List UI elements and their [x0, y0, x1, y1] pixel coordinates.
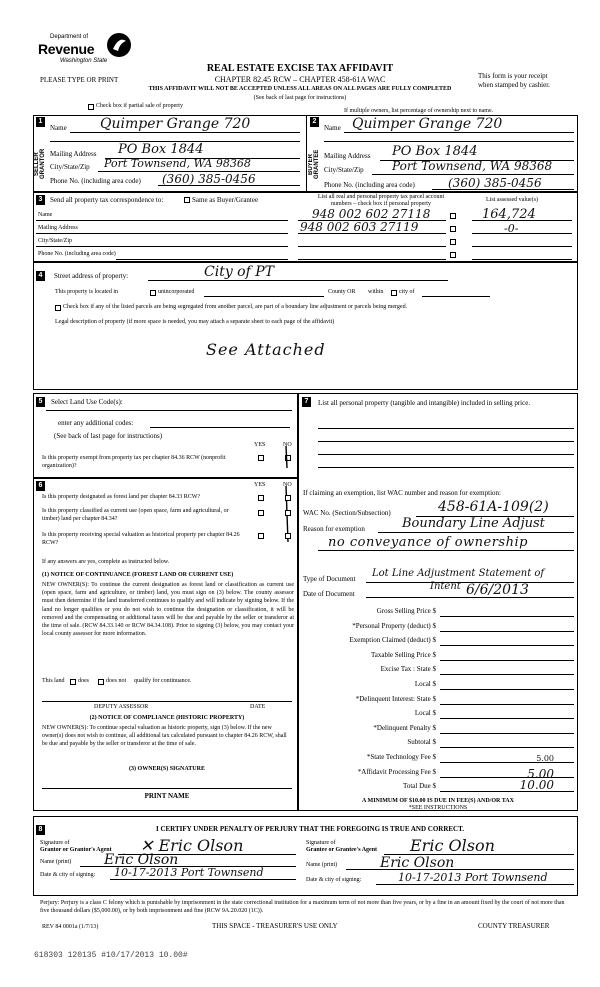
- seller-phone-value[interactable]: (360) 385-0456: [162, 172, 256, 186]
- city-of-checkbox[interactable]: [391, 290, 397, 296]
- section-3-number: 3: [36, 195, 45, 205]
- receipt-line-2: when stamped by cashier.: [478, 81, 550, 89]
- parcel-3-checkbox[interactable]: [450, 239, 456, 245]
- section-5-number: 5: [36, 397, 45, 407]
- correspondence-name-label: Name: [38, 212, 53, 218]
- section-2-number: 2: [310, 117, 319, 127]
- does-not-label: does not: [106, 678, 127, 684]
- seller-name-label: Name: [50, 124, 67, 132]
- fee-label: *State Technology Fee $: [366, 753, 436, 761]
- certify-statement: I CERTIFY UNDER PENALTY OF PERJURY THAT THE FOREGOING IS TRUE AND CORRECT.: [155, 825, 464, 833]
- washington-logo-icon: [106, 32, 132, 58]
- deputy-date-label: DATE: [250, 704, 266, 710]
- seller-city-value[interactable]: Port Townsend, WA 98368: [104, 157, 251, 170]
- form-chapter: CHAPTER 82.45 RCW – CHAPTER 458-61A WAC: [214, 75, 386, 84]
- buyer-mailing-value[interactable]: PO Box 1844: [392, 144, 478, 159]
- seller-grantor-label: SELLER GRANTOR: [34, 148, 46, 180]
- notice-2-title: (2) NOTICE OF COMPLIANCE (HISTORIC PROPERTY): [89, 715, 245, 721]
- grantee-name-value[interactable]: Eric Olson: [380, 855, 455, 871]
- land-use-label: Select Land Use Code(s):: [51, 398, 123, 406]
- buyer-phone-value[interactable]: (360) 385-0456: [448, 176, 542, 190]
- treasurer-space-label: THIS SPACE - TREASURER'S USE ONLY: [212, 922, 338, 930]
- print-name-label: PRINT NAME: [144, 792, 190, 800]
- fee-label: Exemption Claimed (deduct) $: [349, 636, 436, 644]
- assessed-header: List assessed value(s): [486, 197, 538, 203]
- additional-codes-label: enter any additional codes:: [58, 419, 134, 427]
- section-6-yes: YES: [254, 482, 266, 488]
- fee-label: *Delinquent Interest: State $: [355, 695, 436, 703]
- fee-value[interactable]: 10.00: [519, 778, 554, 792]
- reason-label: Reason for exemption: [303, 525, 365, 533]
- revenue-logo: [36, 30, 132, 70]
- partial-sale-checkbox[interactable]: [88, 104, 94, 110]
- perjury-note: Perjury: Perjury is a class C felony which is punishable by imprisonment in the state correctional institution for a maximum term of not more than five years, or by a fine in an amount fixed by the court of not more than five thousand dollars ($5,000.00), or by both imprisonment and fine (RCW 9A.20.020 (1C)).: [40, 900, 565, 914]
- buyer-phone-label: Phone No. (including area code): [324, 181, 415, 189]
- historic-no-checkbox[interactable]: [285, 533, 291, 539]
- fee-label: Excise Tax : State $: [380, 665, 436, 673]
- type-of-document-value-1[interactable]: Lot Line Adjustment Statement of: [372, 568, 545, 579]
- parcel-header-1: List all real and personal property tax parcel account: [317, 194, 445, 200]
- section-6-number: 6: [36, 481, 45, 491]
- fee-label: *Personal Property (deduct) $: [352, 622, 436, 630]
- reason-value-1[interactable]: Boundary Line Adjust: [402, 516, 545, 531]
- city-of-label: city of: [399, 289, 415, 295]
- reason-value-2[interactable]: no conveyance of ownership: [328, 535, 528, 550]
- section-1-number: 1: [36, 117, 45, 127]
- seller-mailing-label: Mailing Address: [50, 150, 97, 158]
- receipt-stamp: 618303 120135 #10/17/2013 10.00#: [34, 951, 188, 960]
- section-5-yes: YES: [254, 442, 266, 448]
- type-of-document-value-2[interactable]: Intent: [430, 581, 461, 592]
- qualify-label: qualify for continuance.: [134, 678, 192, 684]
- grantor-name-value[interactable]: Eric Olson: [104, 852, 179, 868]
- grantor-signature-label-1: Signature of: [40, 840, 70, 846]
- grantor-date-label: Date & city of signing:: [40, 872, 96, 878]
- fee-label: Gross Selling Price $: [376, 607, 436, 615]
- section-4-number: 4: [36, 271, 45, 281]
- buyer-mailing-label: Mailing Address: [324, 152, 371, 160]
- seller-phone-label: Phone No. (including area code): [50, 177, 141, 185]
- form-title: REAL ESTATE EXCISE TAX AFFIDAVIT: [206, 63, 394, 74]
- parcel-header-2: numbers – check box if personal property: [331, 201, 431, 207]
- grantee-name-label: Name (print): [306, 862, 338, 868]
- exempt-yes-checkbox[interactable]: [258, 455, 264, 461]
- buyer-city-value[interactable]: Port Townsend, WA 98368: [392, 159, 553, 173]
- buyer-city-label: City/State/Zip: [324, 166, 364, 174]
- grantee-signature-label-1: Signature of: [306, 840, 336, 846]
- deputy-assessor-label: DEPUTY ASSESSOR: [94, 704, 149, 710]
- historic-question: Is this property receiving special valuation as historical property per chapter 84.26 RCW?: [42, 532, 240, 546]
- fee-row: [300, 651, 576, 663]
- seller-name-value[interactable]: Quimper Grange 720: [100, 116, 251, 132]
- please-type: PLEASE TYPE OR PRINT: [40, 76, 119, 84]
- current-use-no-checkbox[interactable]: [285, 510, 291, 516]
- segregated-checkbox[interactable]: [55, 305, 61, 311]
- fee-row: [300, 738, 576, 750]
- form-warning: THIS AFFIDAVIT WILL NOT BE ACCEPTED UNLESS ALL AREAS ON ALL PAGES ARE FULLY COMPLETED: [148, 86, 452, 92]
- parcel-4-checkbox[interactable]: [450, 252, 456, 258]
- type-of-document-label: Type of Document: [303, 575, 356, 583]
- fee-value[interactable]: 5.00: [527, 767, 554, 781]
- fee-label: *Delinquent Penalty $: [373, 724, 436, 732]
- fee-label: Local $: [414, 680, 436, 688]
- parcel-1-checkbox[interactable]: [450, 213, 456, 219]
- historic-yes-checkbox[interactable]: [258, 533, 264, 539]
- send-correspondence-label: Send all property tax correspondence to:: [50, 196, 164, 204]
- grantor-name-label: Name (print): [40, 859, 72, 865]
- logo-name: Revenue: [38, 41, 95, 57]
- unincorporated-checkbox[interactable]: [150, 290, 156, 296]
- wac-label: WAC No. (Section/Subsection): [303, 509, 391, 517]
- fee-row: [300, 636, 576, 648]
- notice-1-title: (1) NOTICE OF CONTINUANCE (FOREST LAND OR CURRENT USE): [42, 572, 234, 578]
- correspondence-mailing-label: Mailing Address: [38, 225, 78, 231]
- section-6-no: NO: [283, 482, 292, 488]
- fee-value[interactable]: 5.00: [536, 754, 554, 763]
- fee-label: Local $: [414, 709, 436, 717]
- grantor-signature[interactable]: ✕ Eric Olson: [140, 836, 244, 855]
- wac-value[interactable]: 458-61A-109(2): [438, 499, 549, 515]
- fee-label: *Affidavit Processing Fee $: [357, 768, 436, 776]
- street-address-value[interactable]: City of PT: [204, 264, 274, 280]
- exempt-question: Is this property exempt from property tax per chapter 84.36 RCW (nonprofit organization)?: [42, 455, 226, 469]
- does-label: does: [78, 678, 89, 684]
- logo-dept: Department of: [50, 34, 89, 40]
- section-4-box: [33, 262, 578, 390]
- forest-yes-checkbox[interactable]: [258, 495, 264, 501]
- section-6-box: [33, 478, 298, 811]
- parcel-2-checkbox[interactable]: [450, 226, 456, 232]
- segregated-label: Check box if any of the listed parcels are being segregated from another parcel, are part of a boundary line adjustment or parcels being merged.: [63, 304, 408, 310]
- assessed-value-2[interactable]: -0-: [504, 222, 519, 235]
- fee-label: Total Due $: [403, 782, 436, 790]
- parcel-1-value[interactable]: 948 002 602 27118: [312, 207, 431, 221]
- multiple-owners-note: If multiple owners, list percentage of ownership next to name.: [344, 108, 494, 114]
- seller-city-label: City/State/Zip: [50, 163, 90, 171]
- grantee-date-value[interactable]: 10-17-2013 Port Townsend: [398, 871, 548, 884]
- grantee-date-label: Date & city of signing:: [306, 877, 362, 883]
- fee-row: [300, 665, 576, 677]
- fee-row: [300, 695, 576, 707]
- this-land-label: This land: [42, 678, 65, 684]
- unincorporated-label: unincorporated: [158, 289, 195, 295]
- receipt-line-1: This form is your receipt: [478, 72, 548, 80]
- fee-row: [300, 607, 576, 619]
- land-use-see-back: (See back of last page for instructions): [54, 432, 163, 440]
- logo-state: Washington State: [60, 58, 108, 64]
- current-use-question: Is this property classified as current use (open space, farm and agricultural, or timber) land per chapter 84.34?: [42, 508, 229, 522]
- fee-label: Subtotal $: [407, 738, 436, 746]
- same-as-buyer-checkbox[interactable]: [184, 197, 190, 203]
- within-label: within: [368, 289, 384, 295]
- assessed-value-1[interactable]: 164,724: [482, 207, 536, 222]
- section-7-number: 7: [302, 397, 311, 407]
- current-use-yes-checkbox[interactable]: [258, 510, 264, 516]
- partial-sale-label: Check box if partial sale of property: [96, 103, 183, 109]
- date-of-document-value[interactable]: 6/6/2013: [466, 582, 529, 598]
- fee-label: Taxable Selling Price $: [370, 651, 436, 659]
- seller-mailing-value[interactable]: PO Box 1844: [118, 142, 204, 157]
- personal-property-label: List all personal property (tangible and intangible) included in selling price.: [318, 399, 531, 407]
- fee-row: [300, 753, 576, 765]
- exempt-no-mark-icon: [282, 444, 296, 470]
- parcel-2-value[interactable]: 948 002 603 27119: [300, 220, 419, 234]
- date-of-document-label: Date of Document: [303, 590, 355, 598]
- county-treasurer-label: COUNTY TREASURER: [478, 922, 550, 930]
- fee-row: [300, 680, 576, 692]
- street-address-label: Street address of property:: [54, 272, 129, 280]
- county-label: County OR: [328, 289, 356, 295]
- fee-row: [300, 622, 576, 634]
- grantee-signature-label-2: Grantee or Grantee's Agent: [306, 847, 378, 853]
- does-checkbox[interactable]: [70, 679, 76, 685]
- notice-1-text: NEW OWNER(S): To continue the current designation as forest land or classification as current use (open space, farm and agriculture, or timber) land, you must sign on (3) below. The county assessor must then determine if the land transferred continues to qualify and will indicate by signing below. If the land no longer qualifies or you do not wish to continue the designation or classification, it will be removed and the compensating or additional taxes will be due and payable by the seller or transferor at the time of sale. (RCW 84.33.140 or RCW 84.34.108). Prior to signing (3) below, you may contact your local county assessor for more information.: [42, 582, 294, 638]
- fee-row: [300, 724, 576, 736]
- legal-description-value[interactable]: See Attached: [206, 340, 326, 359]
- notice-2-text: NEW OWNER(S): To continue special valuation as historic property, sign (3) below. If the new owner(s) does not wish to continue, all additional tax calculated pursuant to chapter 84.26 RCW, shall be due and payable by the seller or transferor at the time of sale.: [42, 725, 287, 748]
- form-revision: REV 84 0001a (1/7/13): [42, 924, 99, 930]
- grantor-date-value[interactable]: 10-17-2013 Port Townsend: [114, 866, 264, 879]
- buyer-name-value[interactable]: Quimper Grange 720: [352, 116, 503, 132]
- correspondence-phone-label: Phone No. (including area code): [38, 251, 116, 257]
- buyer-grantee-label: BUYER GRANTEE: [308, 149, 320, 179]
- owner-signature-label: (3) OWNER(S) SIGNATURE: [129, 766, 205, 772]
- same-as-buyer-label: Same as Buyer/Grantee: [192, 196, 259, 204]
- section-5-no: NO: [283, 442, 292, 448]
- see-instructions-note: *SEE INSTRUCTIONS: [408, 805, 468, 811]
- fee-row: [300, 709, 576, 721]
- located-label: This property is located in: [55, 289, 118, 295]
- legal-description-label: Legal description of property (if more space is needed, you may attach a separate sheet to each page of the affidavit): [55, 319, 335, 325]
- correspondence-city-label: City/State/Zip: [38, 238, 72, 244]
- forest-question: Is this property designated as forest land per chapter 84.33 RCW?: [42, 494, 201, 500]
- minimum-due-note: A MINIMUM OF $10.00 IS DUE IN FEE(S) AND/OR TAX: [362, 798, 514, 804]
- does-not-checkbox[interactable]: [98, 679, 104, 685]
- forest-no-checkbox[interactable]: [285, 495, 291, 501]
- grantee-signature[interactable]: Eric Olson: [410, 836, 495, 855]
- grantor-signature-label-2: Grantor or Grantor's Agent: [40, 847, 112, 853]
- exemption-label: If claiming an exemption, list WAC number and reason for exemption:: [303, 489, 501, 497]
- if-yes-note: If any answers are yes, complete as instructed below.: [42, 559, 170, 565]
- buyer-name-label: Name: [324, 124, 341, 132]
- fee-row: [300, 778, 576, 794]
- form-see-back: (See back of last page for instructions): [253, 95, 347, 101]
- section-8-number: 8: [36, 825, 45, 835]
